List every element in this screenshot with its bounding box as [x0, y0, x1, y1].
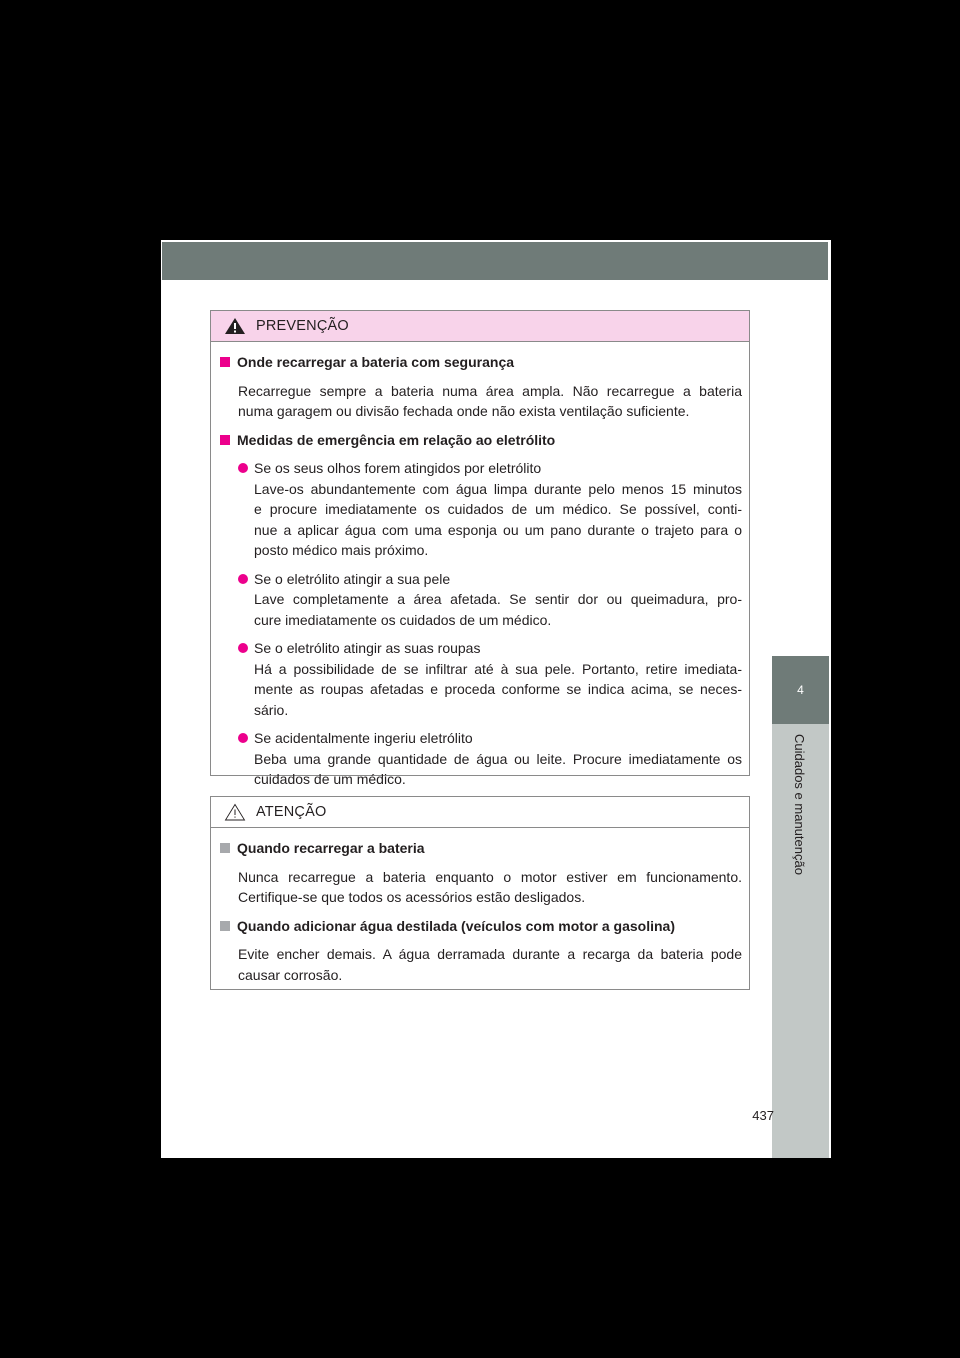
chapter-number: 4 — [797, 683, 804, 697]
circle-bullet-icon — [238, 643, 248, 653]
header-band — [162, 242, 828, 280]
square-bullet-icon — [220, 357, 230, 367]
circle-bullet-icon — [238, 574, 248, 584]
section-heading: Medidas de emergência em relação ao eletrólito — [219, 430, 742, 451]
list-item: Se os seus olhos forem atingidos por eletrólito Lave-os abundantemente com água limpa durante pelo menos 15 minutos e procure imediatamente os cuidados de um médico. Se possível, conti- nue a aplicar água com uma esponja ou um pano durante o trajeto para o posto médico mais próximo. — [238, 458, 742, 561]
warning-triangle-outline-icon — [224, 803, 246, 821]
section-heading: Onde recarregar a bateria com segurança — [219, 352, 742, 373]
square-bullet-icon — [220, 435, 230, 445]
list-item: Se acidentalmente ingeriu eletrólito Beba uma grande quantidade de água ou leite. Procure imediatamente os cuidados de um médico. — [238, 728, 742, 790]
caution-title: ATENÇÃO — [256, 804, 327, 820]
warning-header — [211, 311, 749, 342]
section-text: Recarregue sempre a bateria numa área ampla. Não recarregue a bateria numa garagem ou divisão fechada onde não exista ventilação suficiente. — [238, 382, 742, 419]
square-bullet-icon — [220, 921, 230, 931]
caution-box — [210, 796, 750, 990]
section-text: Evite encher demais. A água derramada durante a recarga da bateria pode causar corrosão. — [238, 946, 742, 983]
page-number: 437 — [752, 1108, 774, 1123]
warning-triangle-filled-icon — [224, 317, 246, 335]
section-heading: Quando recarregar a bateria — [219, 838, 742, 859]
warning-title: PREVENÇÃO — [256, 318, 349, 334]
circle-bullet-icon — [238, 463, 248, 473]
circle-bullet-icon — [238, 733, 248, 743]
list-item: Se o eletrólito atingir a sua pele Lave completamente a área afetada. Se sentir dor ou queimadura, pro- cure imediatamente os cuidados de um médico. — [238, 569, 742, 631]
list-item: Se o eletrólito atingir as suas roupas Há a possibilidade de se infiltrar até à sua pele. Portanto, retire imediata- mente as roupas afetadas e proceda conforme se indica acima, se neces- sário. — [238, 638, 742, 720]
warning-box — [210, 310, 750, 787]
section-text: Nunca recarregue a bateria enquanto o motor estiver em funcionamento. Certifique-se que todos os acessórios estão desligados. — [238, 868, 742, 905]
square-bullet-icon — [220, 843, 230, 853]
caution-header — [211, 797, 749, 828]
section-heading: Quando adicionar água destilada (veículos com motor a gasolina) — [219, 916, 742, 937]
chapter-label: Cuidados e manutenção — [792, 734, 807, 875]
